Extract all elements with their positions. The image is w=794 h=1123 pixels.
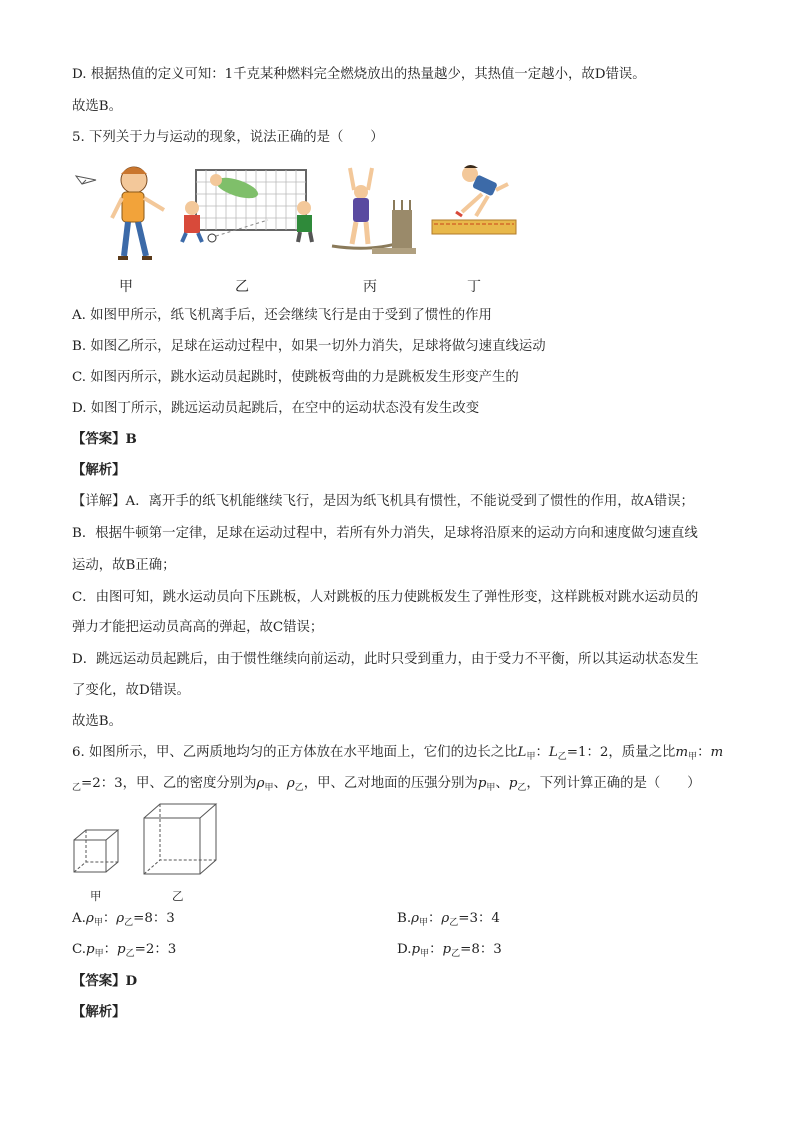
diver-springboard-illustration [332, 168, 416, 254]
explanation-line: 弹力才能把运动员高高的弹起，故C错误； [72, 620, 324, 635]
question-5-stem: 5. 下列关于力与运动的现象，说法正确的是（ ） [72, 130, 384, 145]
soccer-goal-illustration [182, 170, 312, 242]
option-5d: D. 如图丁所示，跳远运动员起跳后，在空中的运动状态没有发生改变 [72, 401, 480, 416]
figure-label-jia: 甲 [119, 279, 133, 295]
analysis-heading-6: 【解析】 [72, 1004, 126, 1020]
figure-label-bing: 丙 [363, 279, 377, 295]
explanation-line: 运动，故B正确； [72, 558, 176, 573]
answer-6: 【答案】D [72, 973, 138, 989]
explanation-line: 了变化，故D错误。 [72, 683, 190, 698]
explanation-line: 【详解】A．离开手的纸飞机能继续飞行，是因为纸飞机具有惯性，不能说受到了惯性的作用，故A错误； [72, 494, 694, 509]
figure-label-ding: 丁 [467, 279, 481, 295]
option-6d: $D.p_甲$：$p_乙=8$：3 [397, 942, 502, 959]
cube-label-yi: 乙 [172, 889, 184, 903]
cubes-figure [72, 800, 232, 880]
option-6a: $A.\rho_甲$：$\rho_乙=8$：3 [72, 911, 175, 928]
text-line: 故选B。 [72, 714, 123, 729]
option-5c: C. 如图丙所示，跳水运动员起跳时，使跳板弯曲的力是跳板发生形变产生的 [72, 370, 519, 385]
option-6b: $B.\rho_甲$：$\rho_乙=3$：4 [397, 911, 500, 928]
large-cube-yi [144, 804, 216, 874]
text-line: D. 根据热值的定义可知：1千克某种燃料完全燃烧放出的热量越少，其热值一定越小，故D错误。 [72, 67, 646, 82]
small-cube-jia [74, 830, 118, 872]
option-6c: $C.p_甲$：$p_乙=2$：3 [72, 942, 177, 959]
answer-5: 【答案】B [72, 431, 137, 447]
text-line: 故选B。 [72, 99, 123, 114]
figure-label-yi: 乙 [235, 279, 249, 295]
option-5a: A. 如图甲所示，纸飞机离手后，还会继续飞行是由于受到了惯性的作用 [72, 308, 492, 323]
explanation-line: D．跳远运动员起跳后，由于惯性继续向前运动，此时只受到重力，由于受力不平衡，所以其运动状态发生 [72, 652, 699, 667]
explanation-line: C．由图可知，跳水运动员向下压跳板，人对跳板的压力使跳板发生了弹性形变，这样跳板对跳水运动员的 [72, 590, 699, 605]
long-jumper-illustration [432, 165, 516, 234]
boy-throwing-plane-illustration [76, 167, 164, 258]
cube-label-jia: 甲 [90, 889, 102, 903]
option-5b: B. 如图乙所示，足球在运动过程中，如果一切外力消失，足球将做匀速直线运动 [72, 339, 546, 354]
question-6-stem-line1: 6. 如图所示，甲、乙两质地均匀的正方体放在水平地面上，它们的边长之比$L_甲$：$L_乙=1$：2，质量之比$m_甲$：m [72, 745, 724, 762]
question-6-stem-line2: $_乙$=2：3，甲、乙的密度分别为$\rho_甲$、$\rho_乙$，甲、乙对地面的压强分别为$p_甲$、$p_乙$，下列计算正确的是（ ） [72, 776, 701, 793]
explanation-line: B．根据牛顿第一定律，足球在运动过程中，若所有外力消失，足球将沿原来的运动方向和速度做匀速直线 [72, 526, 698, 541]
question-5-figure [72, 160, 522, 300]
analysis-heading-5: 【解析】 [72, 462, 126, 478]
